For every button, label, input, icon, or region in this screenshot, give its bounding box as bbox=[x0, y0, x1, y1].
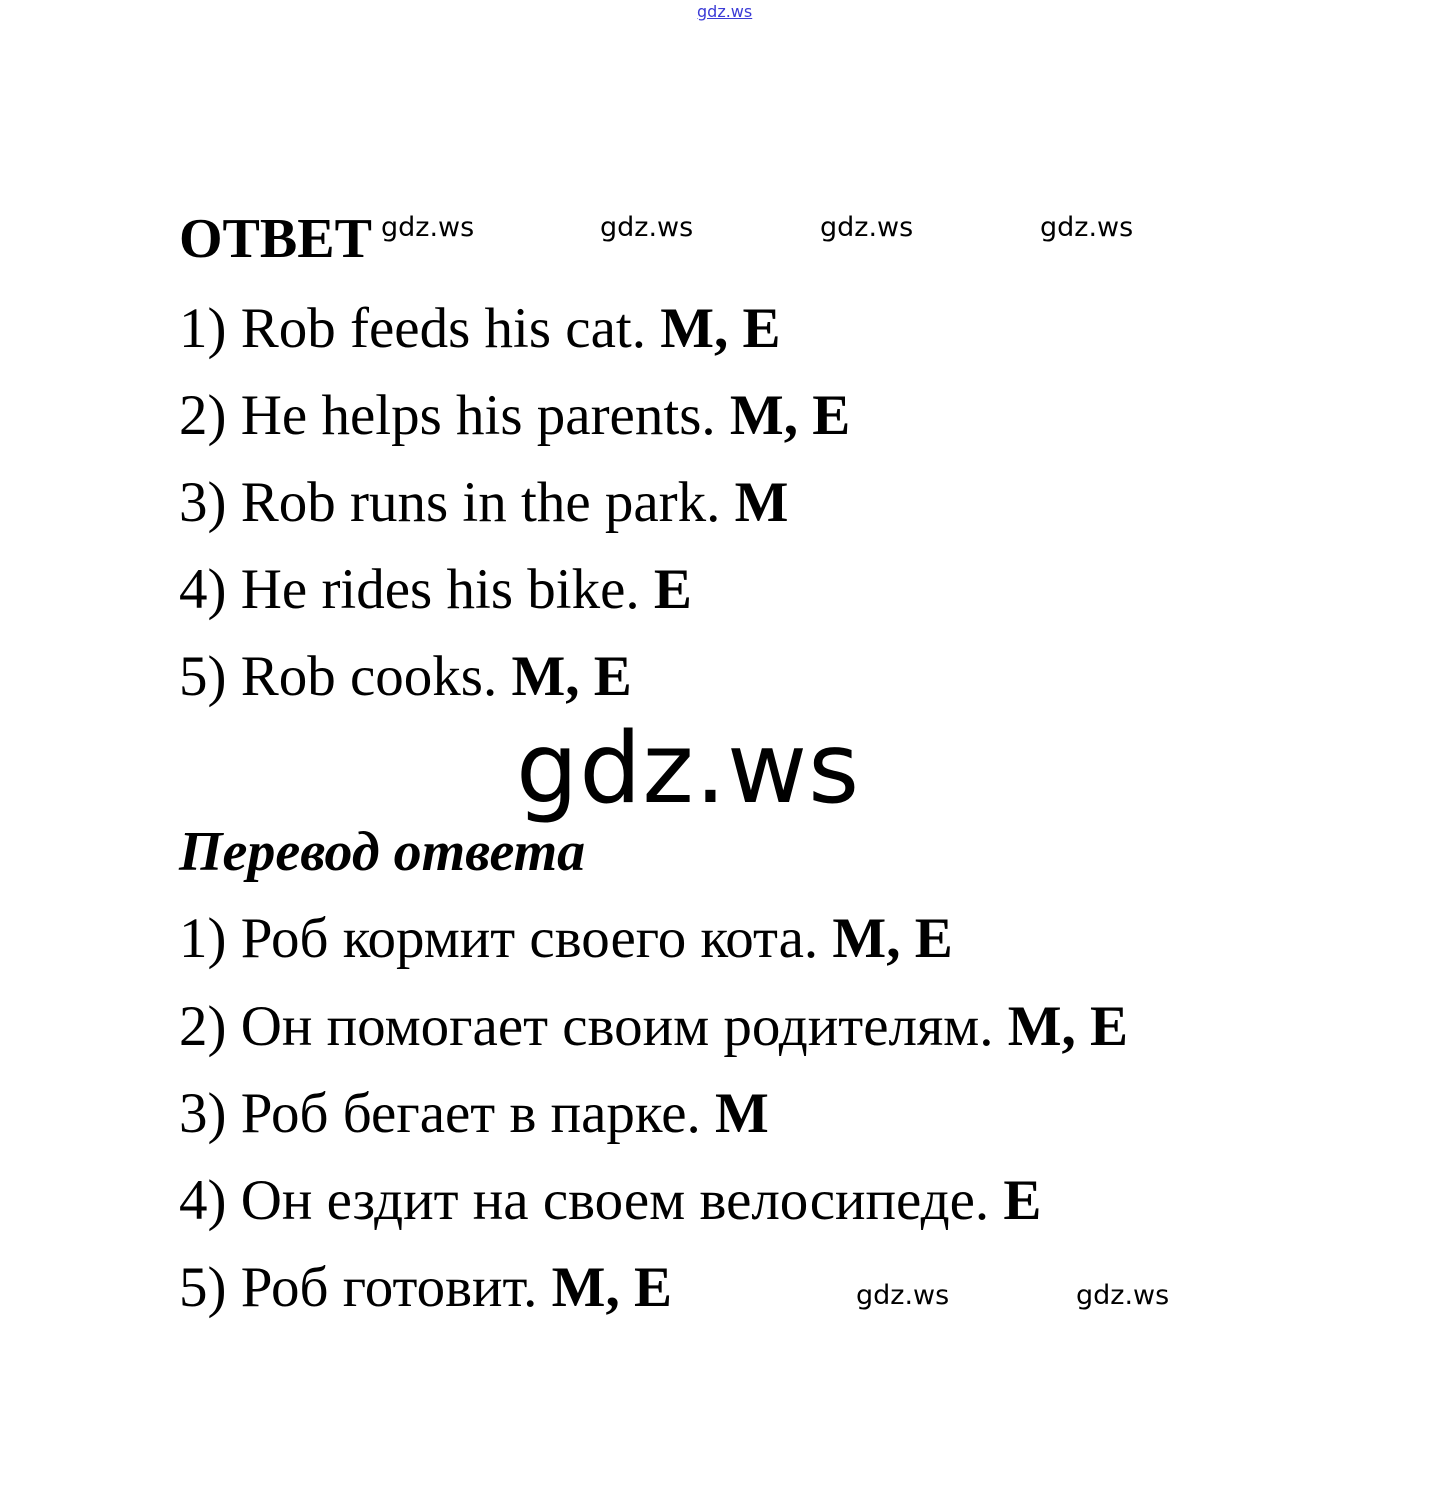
answer-line-mark: M bbox=[734, 471, 789, 534]
translation-line-mark: M, E bbox=[551, 1256, 672, 1319]
translation-line-1 bbox=[179, 907, 953, 970]
watermark-bottom-2: gdz.ws bbox=[1076, 1280, 1170, 1311]
answer-line-mark: M, E bbox=[660, 297, 781, 360]
translation-line-text: 3) Роб бегает в парке. bbox=[179, 1082, 701, 1145]
translation-heading: Перевод ответа bbox=[179, 821, 586, 883]
translation-line-text: 4) Он ездит на своем велосипеде. bbox=[179, 1169, 990, 1232]
translation-line-5 bbox=[179, 1256, 672, 1319]
translation-line-2 bbox=[179, 995, 1129, 1058]
answer-line-mark: M, E bbox=[729, 384, 851, 447]
watermark-link-top[interactable]: gdz.ws bbox=[697, 2, 753, 21]
watermark-header-3: gdz.ws bbox=[820, 212, 914, 243]
translation-line-text: 2) Он помогает своим родителям. bbox=[179, 995, 994, 1058]
translation-line-text: 1) Роб кормит своего кота. bbox=[179, 907, 819, 970]
answer-line-2 bbox=[179, 384, 851, 447]
watermark-header-1: gdz.ws bbox=[381, 212, 475, 243]
answer-line-text: 5) Rob cooks. bbox=[179, 645, 498, 708]
translation-line-4 bbox=[179, 1169, 1042, 1232]
translation-line-mark: M bbox=[715, 1082, 769, 1145]
watermark-center: gdz.ws bbox=[516, 712, 861, 826]
answer-line-text: 3) Rob runs in the park. bbox=[179, 471, 721, 534]
translation-line-mark: E bbox=[1003, 1169, 1042, 1232]
answer-line-text: 1) Rob feeds his cat. bbox=[179, 297, 646, 360]
answer-line-text: 4) He rides his bike. bbox=[179, 558, 640, 621]
translation-line-mark: M, E bbox=[832, 907, 953, 970]
watermark-header-4: gdz.ws bbox=[1040, 212, 1134, 243]
translation-line-mark: M, E bbox=[1007, 995, 1129, 1058]
translation-line-text: 5) Роб готовит. bbox=[179, 1256, 538, 1319]
answer-line-text: 2) He helps his parents. bbox=[179, 384, 716, 447]
translation-line-3 bbox=[179, 1082, 769, 1145]
answer-line-1 bbox=[179, 297, 781, 360]
answer-line-5 bbox=[179, 645, 632, 708]
watermark-header-2: gdz.ws bbox=[600, 212, 694, 243]
answer-heading: ОТВЕТ bbox=[179, 208, 372, 270]
answer-line-3 bbox=[179, 471, 789, 534]
watermark-bottom-1: gdz.ws bbox=[856, 1280, 950, 1311]
answer-line-mark: M, E bbox=[511, 645, 632, 708]
answer-line-mark: E bbox=[653, 558, 692, 621]
answer-line-4 bbox=[179, 558, 692, 621]
